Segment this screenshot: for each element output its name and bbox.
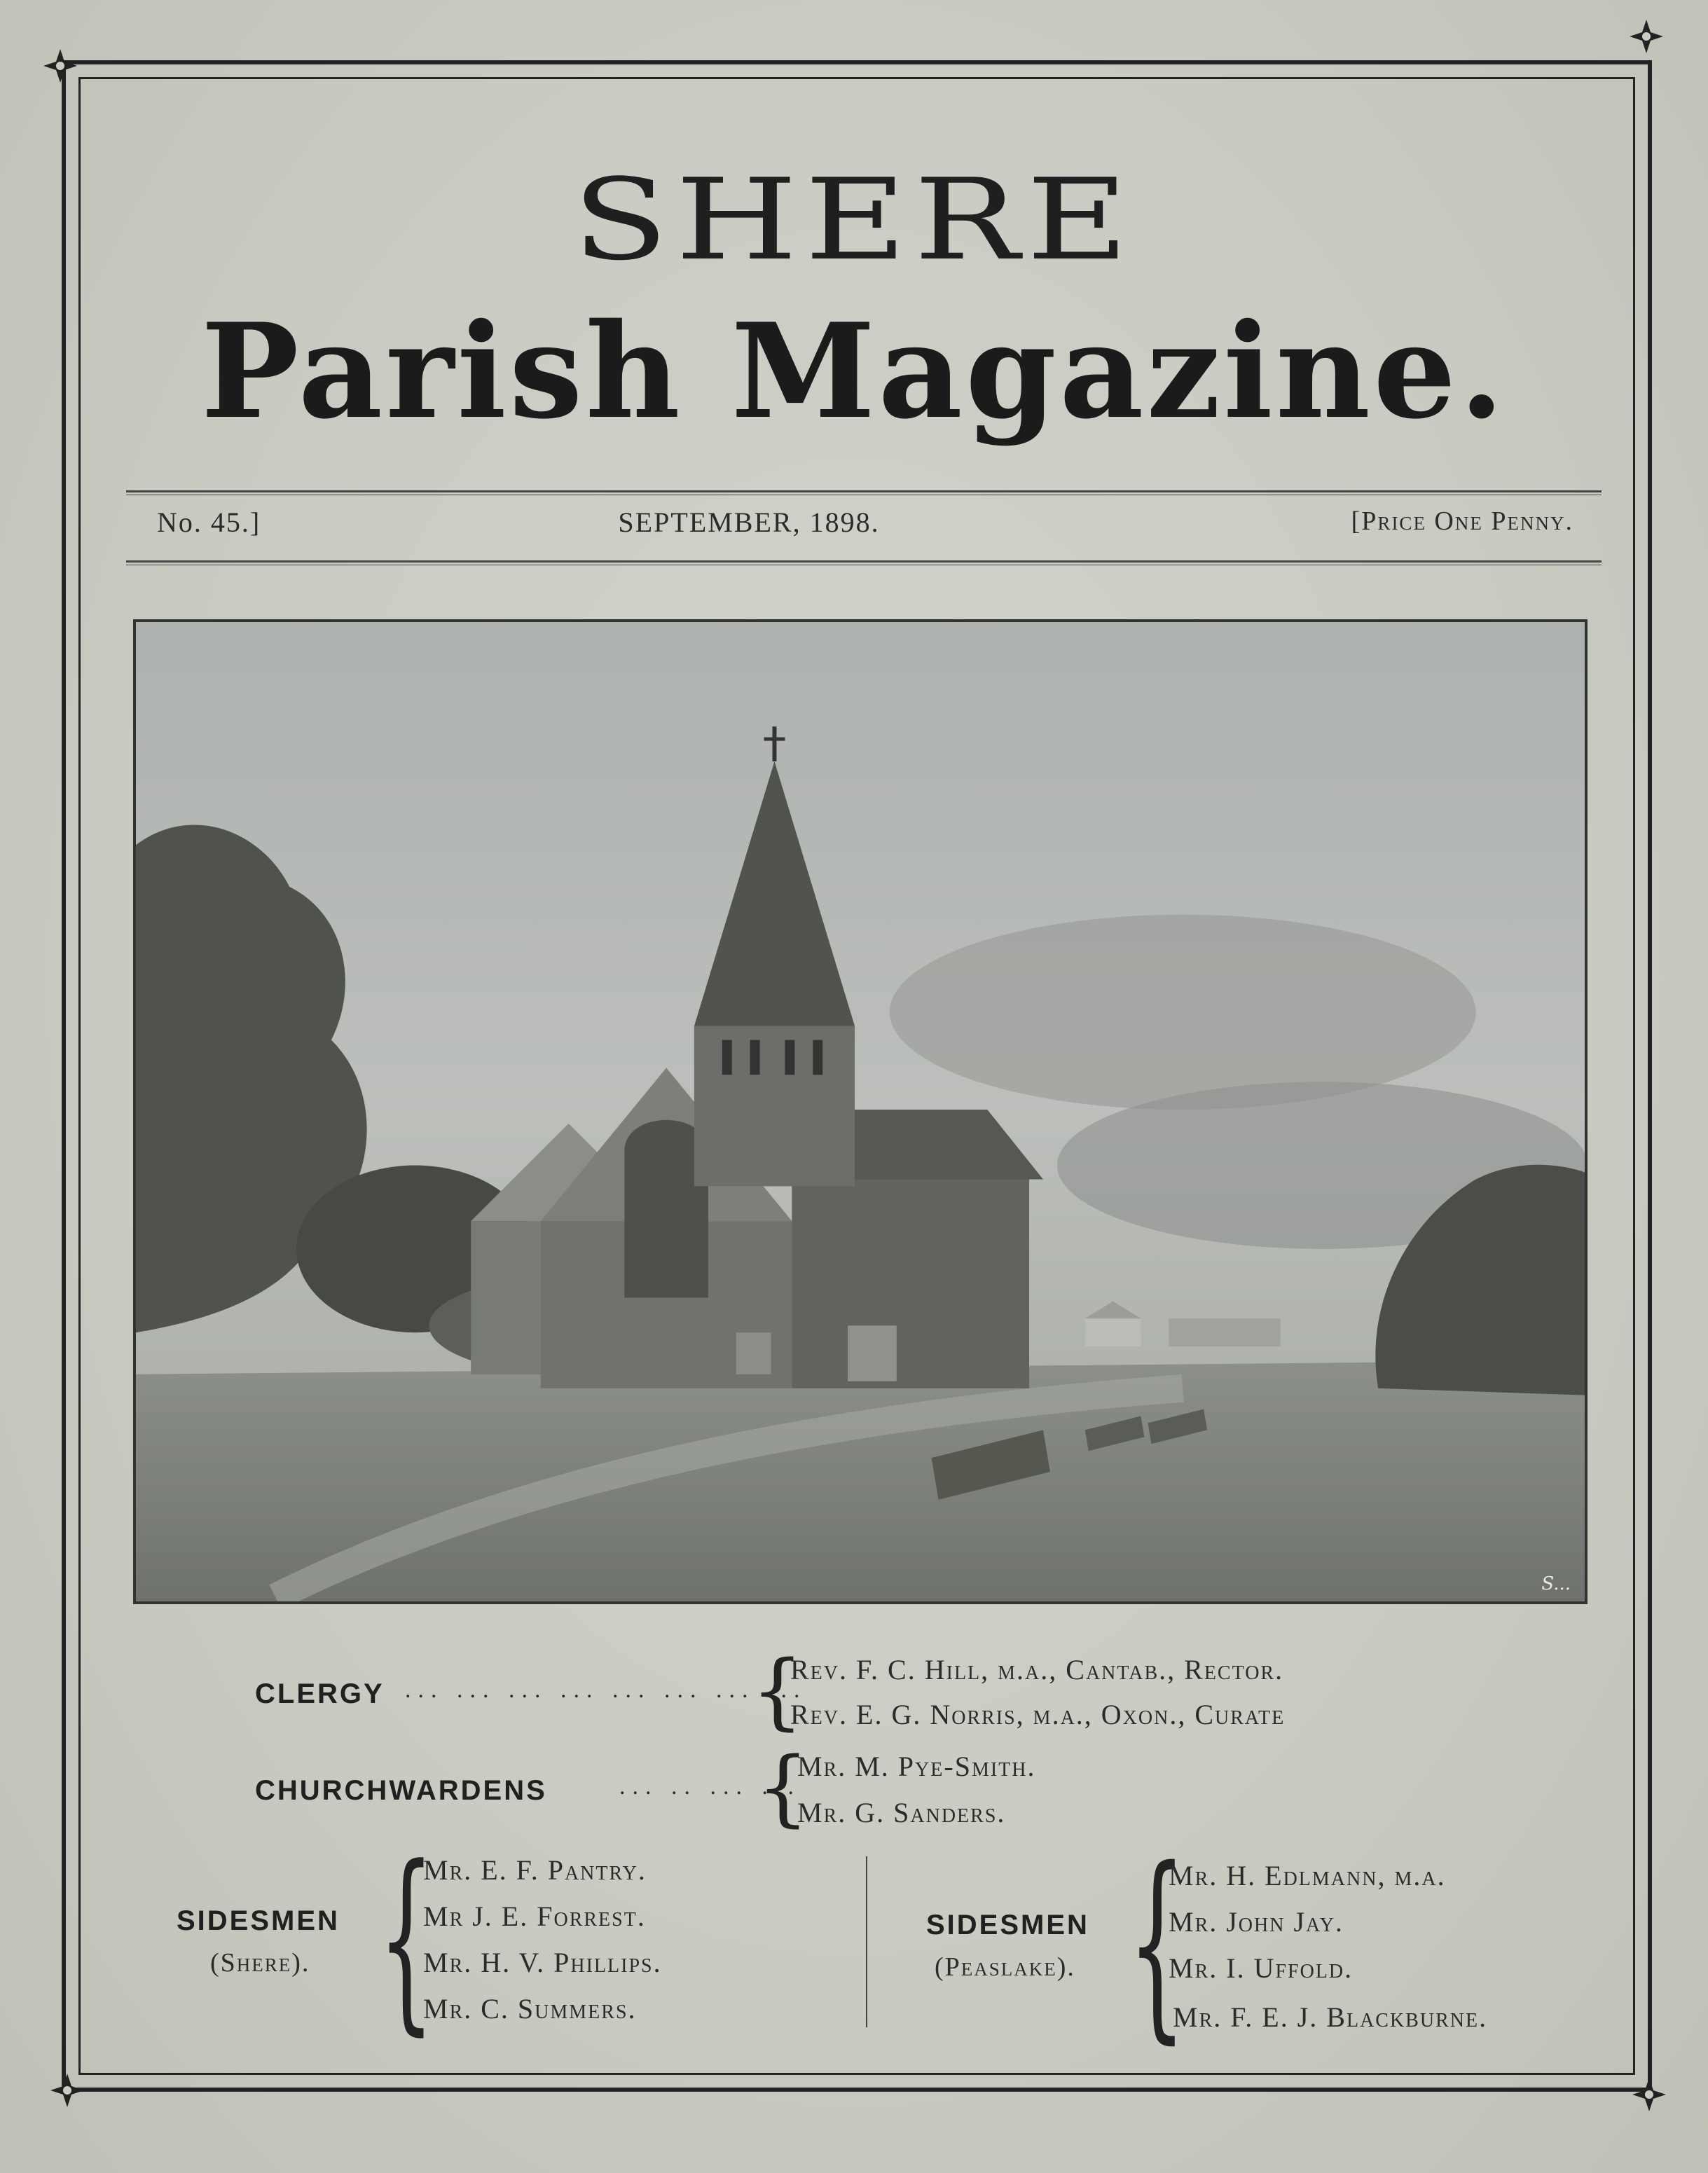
corner-cross-icon <box>1630 2075 1669 2114</box>
issue-number: No. 45.] <box>157 506 261 538</box>
churchwardens-dots: ... .. ... ... <box>619 1774 801 1800</box>
clergy-curate: Rev. E. G. Norris, m.a., Oxon., Curate <box>790 1699 1286 1730</box>
sidesman-peaslake-4: Mr. F. E. J. Blackburne. <box>1173 2001 1488 2033</box>
corner-cross-icon <box>41 46 80 85</box>
sidesmen-shere-label: SIDESMEN <box>177 1905 340 1936</box>
column-divider <box>866 1856 867 2027</box>
churchwarden-1: Mr. M. Pye-Smith. <box>797 1751 1036 1782</box>
sidesman-peaslake-2: Mr. John Jay. <box>1169 1906 1344 1938</box>
sidesman-shere-3: Mr. H. V. Phillips. <box>423 1947 662 1978</box>
sidesmen-shere-place: (Shere). <box>210 1948 310 1978</box>
sidesman-peaslake-1: Mr. H. Edlmann, m.a. <box>1169 1860 1446 1891</box>
clergy-rector: Rev. F. C. Hill, m.a., Cantab., Rector. <box>790 1654 1284 1685</box>
churchwarden-2: Mr. G. Sanders. <box>797 1797 1006 1828</box>
corner-cross-icon <box>1627 17 1666 56</box>
sidesman-peaslake-3: Mr. I. Uffold. <box>1169 1952 1354 1984</box>
churchwardens-brace: { <box>757 1739 810 1835</box>
rule-bottom <box>126 560 1602 563</box>
clergy-label: CLERGY <box>255 1678 385 1709</box>
sidesman-shere-4: Mr. C. Summers. <box>423 1993 637 2024</box>
church-illustration <box>133 619 1588 1604</box>
clergy-brace: { <box>751 1642 804 1739</box>
church-picture <box>136 622 1585 1601</box>
sidesmen-peaslake-label: SIDESMEN <box>926 1910 1089 1940</box>
masthead-parish-magazine: Parish Magazine. <box>200 294 1508 448</box>
sidesman-shere-2: Mr J. E. Forrest. <box>423 1900 646 1932</box>
churchwardens-label: CHURCHWARDENS <box>255 1775 547 1806</box>
masthead-shere: SHERE <box>572 154 1136 285</box>
corner-cross-icon <box>48 2071 87 2110</box>
artist-signature: S... <box>1541 1573 1571 1594</box>
sidesmen-peaslake-brace: { <box>1128 1826 1187 2062</box>
issue-price: [Price One Penny. <box>1351 506 1573 536</box>
rule-top <box>126 490 1602 492</box>
sidesmen-peaslake-place: (Peaslake). <box>935 1952 1075 1982</box>
sidesmen-shere-brace: { <box>378 1825 435 2053</box>
issue-date: SEPTEMBER, 1898. <box>618 506 880 538</box>
clergy-dots: ... ... ... ... ... ... ... ... <box>405 1677 807 1703</box>
sidesman-shere-1: Mr. E. F. Pantry. <box>423 1854 647 1886</box>
